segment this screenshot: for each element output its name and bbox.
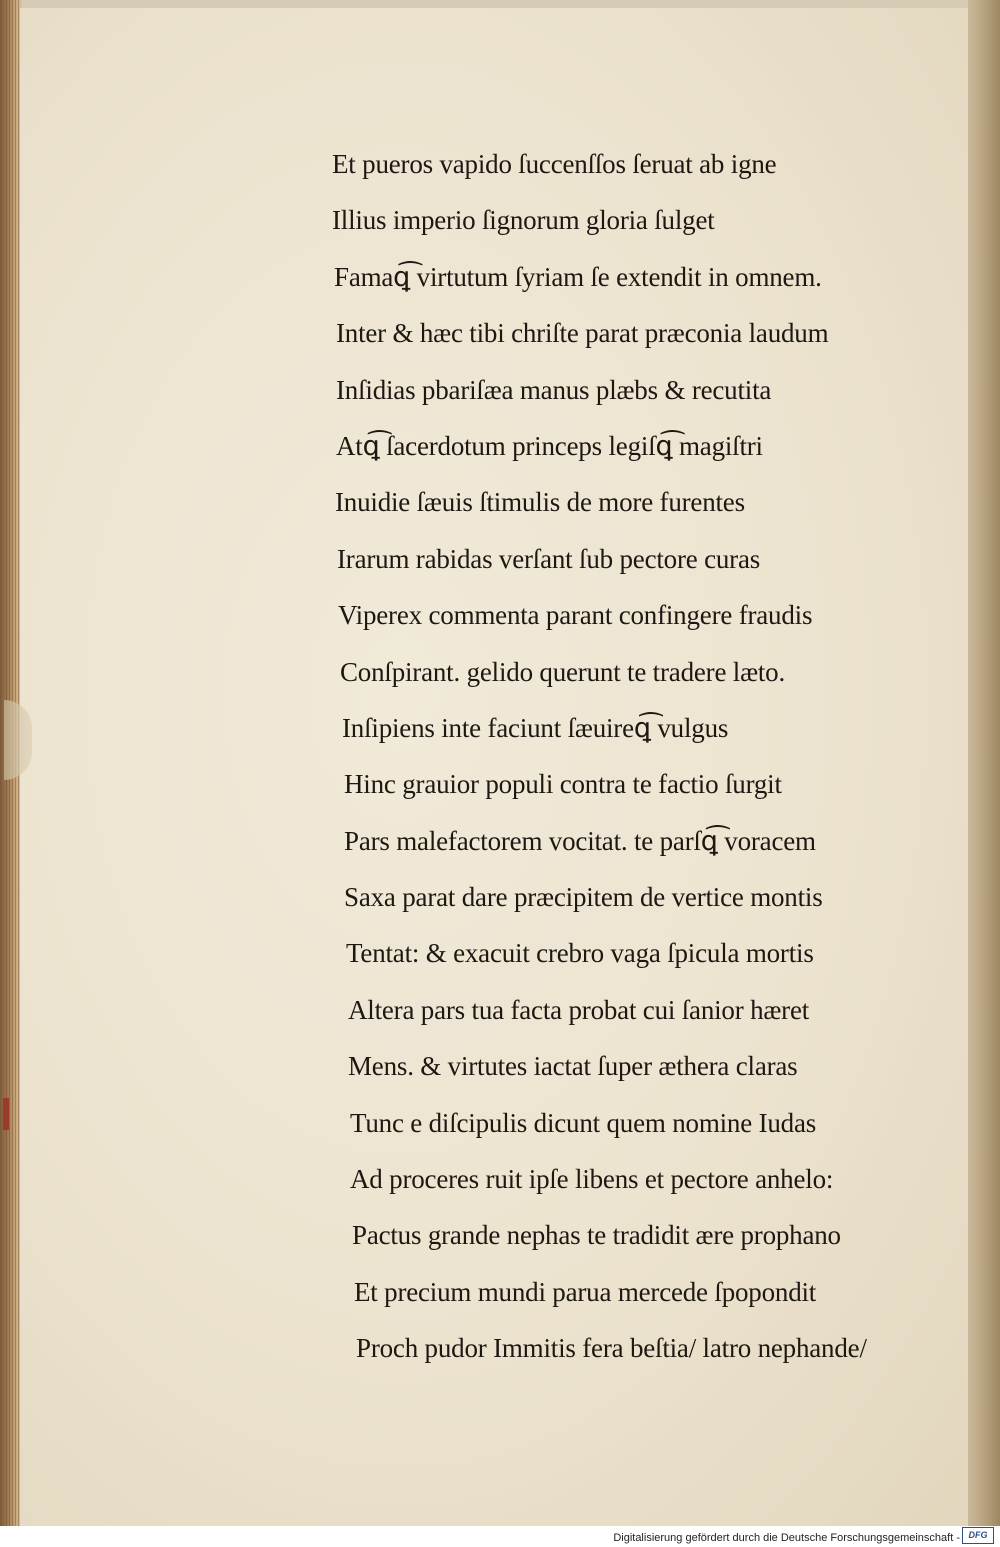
verse-line: Conſpirant. gelido querunt te tradere læto. [340, 656, 786, 687]
verse-line: Mens. & virtutes iactat ſuper æthera claras [348, 1051, 798, 1082]
verse-line: Proch pudor Immitis fera beſtia/ latro nephande/ [356, 1333, 867, 1364]
dfg-logo: DFG [962, 1527, 994, 1544]
verse-block [332, 136, 932, 1377]
verse-line: Atꝗ͡ ſacerdotum princeps legiſꝗ͡ magiſtri [336, 430, 763, 461]
verse-line: Viperex commenta parant confingere fraudis [338, 600, 813, 631]
verse-line: Illius imperio ſignorum gloria ſulget [332, 205, 715, 236]
footer-credit: Digitalisierung gefördert durch die Deutsche Forschungsgemeinschaft - [613, 1532, 960, 1544]
verse-line: Hinc grauior populi contra te factio ſurgit [344, 769, 782, 800]
verse-line: Ad proceres ruit ipſe libens et pectore anhelo: [350, 1164, 834, 1195]
verse-line: Irarum rabidas verſant ſub pectore curas [337, 543, 761, 574]
verse-line: Inſipiens inte faciunt ſæuireꝗ͡ vulgus [342, 712, 729, 743]
verse-line: Famaꝗ͡ virtutum ſyriam ſe extendit in omnem. [334, 261, 822, 292]
verse-line: Altera pars tua facta probat cui ſanior hæret [348, 994, 810, 1025]
verse-line: Inter & hæc tibi chriſte parat præconia laudum [336, 318, 829, 349]
red-bookmark [3, 1098, 9, 1130]
book-edge-right [968, 0, 1000, 1530]
verse-line: Pactus grande nephas te tradidit ære prophano [352, 1220, 841, 1251]
verse-line: Et precium mundi parua mercede ſpopondit [354, 1276, 817, 1307]
verse-line: Et pueros vapido ſuccenſſos ſeruat ab igne [332, 149, 777, 179]
book-page [20, 8, 970, 1528]
verse-line: Saxa parat dare præcipitem de vertice montis [344, 882, 823, 913]
verse-line: Tunc e diſcipulis dicunt quem nomine Iudas [350, 1107, 817, 1138]
verse-line: Pars malefactorem vocitat. te parſꝗ͡ voracem [344, 825, 816, 856]
verse-line: Inſidias pbariſæa manus plæbs & recutita [336, 374, 772, 405]
verse-line: Inuidie ſæuis ſtimulis de more furentes [335, 487, 745, 518]
verse-line: Tentat: & exacuit crebro vaga ſpicula mortis [346, 938, 814, 969]
footer-bar [0, 1526, 1000, 1547]
